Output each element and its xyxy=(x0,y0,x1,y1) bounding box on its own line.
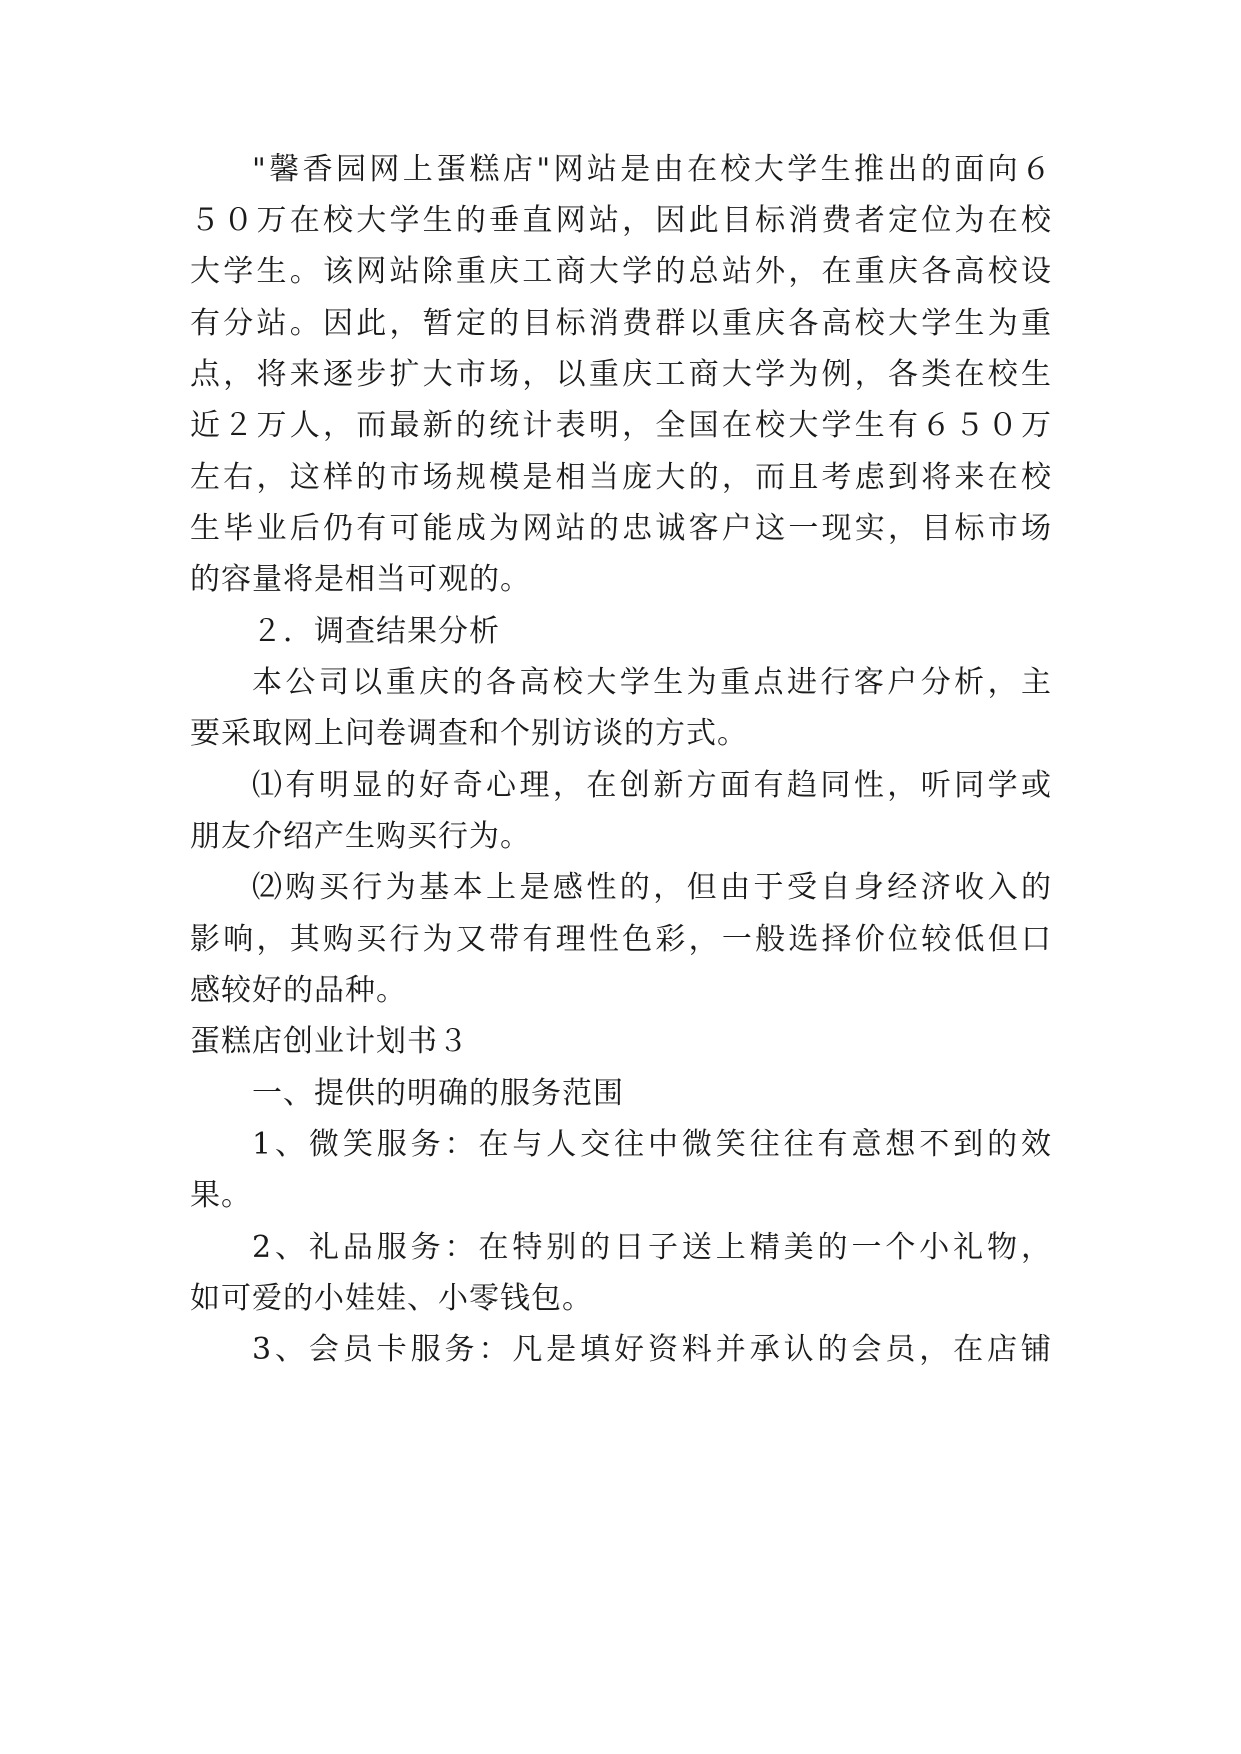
text-line: "馨香园网上蛋糕店"网站是由在校大学生推出的面向６ xyxy=(252,152,1052,187)
text-line: 生毕业后仍有可能成为网站的忠诚客户这一现实，目标市场 xyxy=(190,511,1052,546)
section-heading: ２．调查结果分析 xyxy=(252,614,500,649)
text-line: 朋友介绍产生购买行为。 xyxy=(190,819,531,854)
text-line: 要采取网上问卷调查和个别访谈的方式。 xyxy=(190,716,748,751)
text-line: 大学生。该网站除重庆工商大学的总站外，在重庆各高校设 xyxy=(190,254,1052,289)
section-heading: 一、提供的明确的服务范围 xyxy=(252,1076,624,1111)
text-line: 影响，其购买行为又带有理性色彩，一般选择价位较低但口 xyxy=(190,922,1052,957)
text-line: ５０万在校大学生的垂直网站，因此目标消费者定位为在校 xyxy=(190,203,1052,238)
document-title: 蛋糕店创业计划书３ xyxy=(190,1024,469,1059)
text-line: 本公司以重庆的各高校大学生为重点进行客户分析，主 xyxy=(252,665,1052,700)
text-line: 左右，这样的市场规模是相当庞大的，而且考虑到将来在校 xyxy=(190,460,1052,495)
list-item-line: ⑴有明显的好奇心理，在创新方面有趋同性，听同学或 xyxy=(252,768,1052,803)
list-item-line: 1、微笑服务：在与人交往中微笑往往有意想不到的效 xyxy=(252,1127,1052,1162)
text-line: 如可爱的小娃娃、小零钱包。 xyxy=(190,1281,593,1316)
list-item-line: ⑵购买行为基本上是感性的，但由于受自身经济收入的 xyxy=(252,870,1052,905)
text-line: 感较好的品种。 xyxy=(190,973,407,1008)
text-line: 近２万人，而最新的统计表明，全国在校大学生有６５０万 xyxy=(190,408,1052,443)
list-item-line: 2、礼品服务：在特别的日子送上精美的一个小礼物， xyxy=(252,1230,1052,1265)
text-line: 点，将来逐步扩大市场，以重庆工商大学为例，各类在校生 xyxy=(190,357,1052,392)
text-line: 有分站。因此，暂定的目标消费群以重庆各高校大学生为重 xyxy=(190,306,1052,341)
list-item-line: 3、会员卡服务：凡是填好资料并承认的会员，在店铺 xyxy=(252,1332,1052,1367)
text-line: 的容量将是相当可观的。 xyxy=(190,562,531,597)
text-line: 果。 xyxy=(190,1178,252,1213)
